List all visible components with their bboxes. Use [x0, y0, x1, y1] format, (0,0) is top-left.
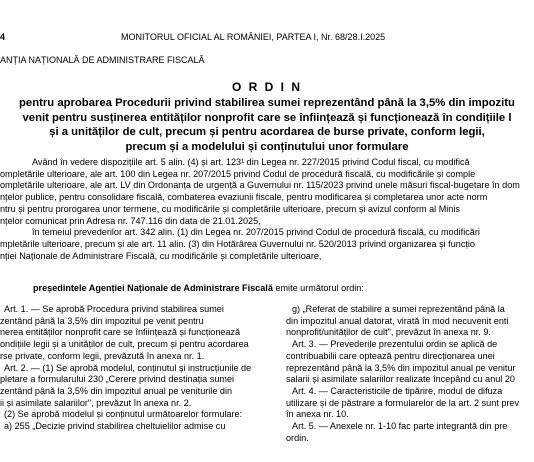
article-line: zentând până la 3,5% din impozitul pe venit pentru — [0, 315, 204, 326]
article-line: ii și asimilate salariilor", prevăzut în anexa nr. 2. — [0, 397, 192, 408]
preamble-line: ompletările ulterioare, ale art. 100 din Legea nr. 207/2015 privind Codul de procedură fiscală, cu modificările și comple — [0, 168, 476, 179]
preamble-line: nției Naționale de Administrare Fiscală, cu modificările și completările ulterioare, — [0, 250, 322, 261]
article-line: a) 255 „Decizie privind stabilirea cheltuielilor admise cu — [4, 421, 226, 432]
article-line: reprezentând până la 3,5% din impozitul anual pe venitur — [286, 362, 516, 373]
preamble-line: în temeiul prevederilor art. 342 alin. (1) din Legea nr. 207/2015 privind Codul de procedură fiscală, cu modificări — [32, 227, 480, 238]
article-line: Art. 2. — (1) Se aprobă modelul, conținutul și instrucțiunile de — [4, 362, 252, 373]
article-line: nerea entităților nonprofit care se înființează și funcționează — [0, 327, 241, 338]
left-column — [0, 304, 280, 433]
article-line: Art. 3. — Prevederile prezentului ordin se aplică de — [292, 339, 498, 350]
preamble-line: Având în vedere dispozițiile art. 5 alin. (4) și art. 123¹ din Legea nr. 227/2015 privind Codul fiscal, cu modifică — [32, 157, 470, 167]
enacting-formula — [33, 283, 364, 293]
title-line: pentru aprobarea Procedurii privind stabilirea sumei reprezentând până la 3,5% din impozitu — [19, 97, 515, 109]
article-line: ordin. — [286, 432, 309, 443]
preamble-line: ntru și pentru prorogarea unor termene, cu modificările și completările ulterioare, precum și avizul conform al Minis — [0, 203, 460, 214]
article-line: g) „Referat de stabilire a sumei reprezentând până la — [292, 304, 505, 314]
title-line: precum și a modelului și conținutului unor formulare — [125, 140, 409, 153]
article-line: pletare a formularului 230 „Cerere privind destinația sumei — [0, 374, 235, 385]
preamble-line: nțelor publice, pentru consolidare fiscală, combaterea evaziunii fiscale, pentru modificarea și completarea unor acte norm — [0, 192, 488, 203]
title-line: venit pentru susținerea entităților nonprofit care se înființează și funcționează în condițiile l — [22, 111, 512, 124]
right-column — [286, 304, 534, 444]
enacting-authority: președintele Agenției Naționale de Administrare Fiscală — [33, 283, 273, 293]
article-line: utilizare și de păstrare a formularelor de la art. 2 sunt prev — [286, 397, 520, 408]
article-line: Art. 4. — Caracteristicile de tipărire, modul de difuza — [292, 385, 503, 396]
preamble — [0, 157, 534, 262]
running-header — [121, 32, 385, 42]
article-line: (2) Se aprobă modelul și conținutul următoarelor formulare: — [4, 409, 243, 420]
article-line: contribuabilii care optează pentru direcționarea unei — [286, 350, 495, 361]
article-line: Art. 1. — Se aprobă Procedura privind stabilirea sumei — [4, 304, 224, 314]
title-line: și a unităților de cult, precum și pentru acordarea de burse private, conform legii, — [49, 126, 485, 138]
article-line: salarii și asimilate salariilor realizate începând cu anul 20 — [286, 374, 515, 385]
enacting-verb: emite următorul ordin: — [272, 283, 364, 293]
article-line: Art. 5. — Anexele nr. 1-10 fac parte integrantă din pre — [292, 421, 508, 432]
article-line: din impozitul anual datorat, virată în mod necuvenit enti — [286, 315, 509, 326]
order-title — [0, 96, 534, 154]
preamble-line: ompletările ulterioare, ale art. LV din Ordonanța de urgență a Guvernului nr. 115/2023 privind unele măsuri fiscal-bugetare în dom — [0, 180, 520, 191]
article-line: nonprofit/unităților de cult", prevăzut în anexa nr. 9. — [286, 327, 491, 338]
article-line: ondițiile legii și a unităților de cult, precum și pentru acordarea — [0, 339, 249, 350]
page-number: 4 — [0, 32, 6, 42]
article-line: în anexa nr. 10. — [286, 409, 349, 420]
issue-info: , PARTEA I, Nr. 68/28.I.2025 — [271, 32, 386, 42]
issuer-name: ANȚIA NAȚIONALĂ DE ADMINISTRARE FISCALĂ — [0, 55, 205, 65]
publication-name: MONITORUL OFICIAL AL ROMÂNIEI — [121, 32, 272, 42]
preamble-line: mpletările ulterioare, precum și ale art. 11 alin. (3) din Hotărârea Guvernului nr. 520/2013 privind organizarea și funcțio — [0, 238, 475, 249]
preamble-line: nțelor comunicat prin Adresa nr. 747.116 din data de 21.01.2025, — [0, 215, 261, 226]
article-line: rse private, conform legii, prevăzută în anexa nr. 1. — [0, 350, 205, 361]
article-line: zentând până la 3,5% din impozitul anual pe veniturile din — [0, 385, 233, 396]
document-type: O R D I N — [231, 80, 302, 94]
